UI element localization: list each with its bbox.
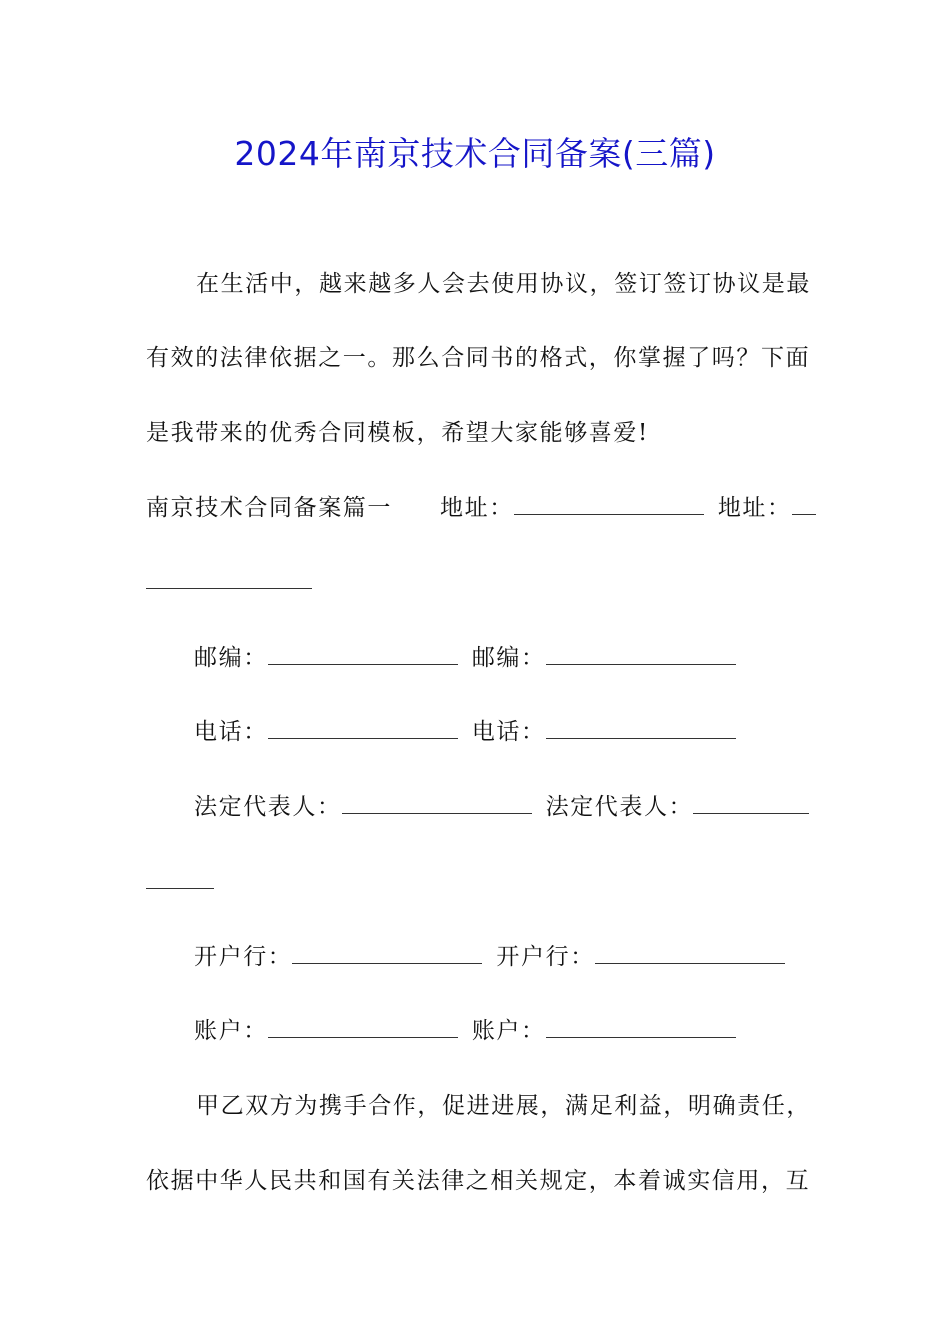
- section1-heading-row: [146, 488, 808, 528]
- address-field-b[interactable]: [792, 488, 816, 515]
- bank-label-b: 开户行：: [496, 944, 595, 970]
- address-label-b: 地址：: [717, 495, 792, 521]
- intro-paragraph-line-2: [146, 338, 811, 378]
- bank-field-b[interactable]: [595, 937, 785, 964]
- postcode-label-b: 邮编：: [471, 645, 546, 671]
- intro-paragraph-line-3: 是我带来的优秀合同模板，希望大家能够喜爱!: [146, 420, 649, 446]
- address-field-a[interactable]: [514, 488, 704, 515]
- postcode-label-a: 邮编：: [194, 645, 268, 671]
- legal-rep-row: [194, 787, 856, 827]
- phone-label-a: 电话：: [194, 719, 268, 745]
- bank-row: [194, 937, 856, 977]
- intro-text-1: 在生活中，越来越多人会去使用协议，签订签订协议是最: [196, 271, 811, 297]
- intro-paragraph-line-1: [196, 264, 811, 304]
- phone-label-b: 电话：: [471, 719, 546, 745]
- intro-text-2: 有效的法律依据之一。那么合同书的格式，你掌握了吗？下面: [146, 345, 811, 371]
- legal-rep-field-b-continued[interactable]: [146, 862, 214, 889]
- document-title: 2024年南京技术合同备案(三篇): [234, 134, 716, 173]
- phone-field-a[interactable]: [268, 712, 458, 739]
- postcode-field-a[interactable]: [268, 638, 458, 665]
- account-field-b[interactable]: [546, 1011, 736, 1038]
- address-continuation-row: [146, 562, 808, 602]
- legal-rep-field-a[interactable]: [342, 787, 532, 814]
- postcode-field-b[interactable]: [546, 638, 736, 665]
- account-label-a: 账户：: [194, 1018, 268, 1044]
- body-paragraph-line-2: [146, 1161, 811, 1201]
- bank-field-a[interactable]: [292, 937, 482, 964]
- body-paragraph-line-1: [196, 1086, 811, 1126]
- account-label-b: 账户：: [471, 1018, 546, 1044]
- account-field-a[interactable]: [268, 1011, 458, 1038]
- phone-field-b[interactable]: [546, 712, 736, 739]
- body-text-1: 甲乙双方为携手合作，促进进展，满足利益，明确责任，: [196, 1093, 811, 1119]
- address-label-a: 地址：: [440, 495, 514, 521]
- legal-rep-label-b: 法定代表人：: [545, 794, 694, 820]
- account-row: [194, 1011, 856, 1051]
- phone-row: [194, 712, 856, 752]
- address-field-b-continued[interactable]: [146, 562, 312, 589]
- section1-heading: 南京技术合同备案篇一: [146, 495, 392, 521]
- bank-label-a: 开户行：: [194, 944, 293, 970]
- legal-rep-continuation-row: [146, 862, 808, 902]
- legal-rep-field-b[interactable]: [693, 787, 809, 814]
- postcode-row: [194, 638, 856, 678]
- legal-rep-label-a: 法定代表人：: [194, 794, 342, 820]
- body-text-2: 依据中华人民共和国有关法律之相关规定，本着诚实信用，互: [146, 1168, 811, 1194]
